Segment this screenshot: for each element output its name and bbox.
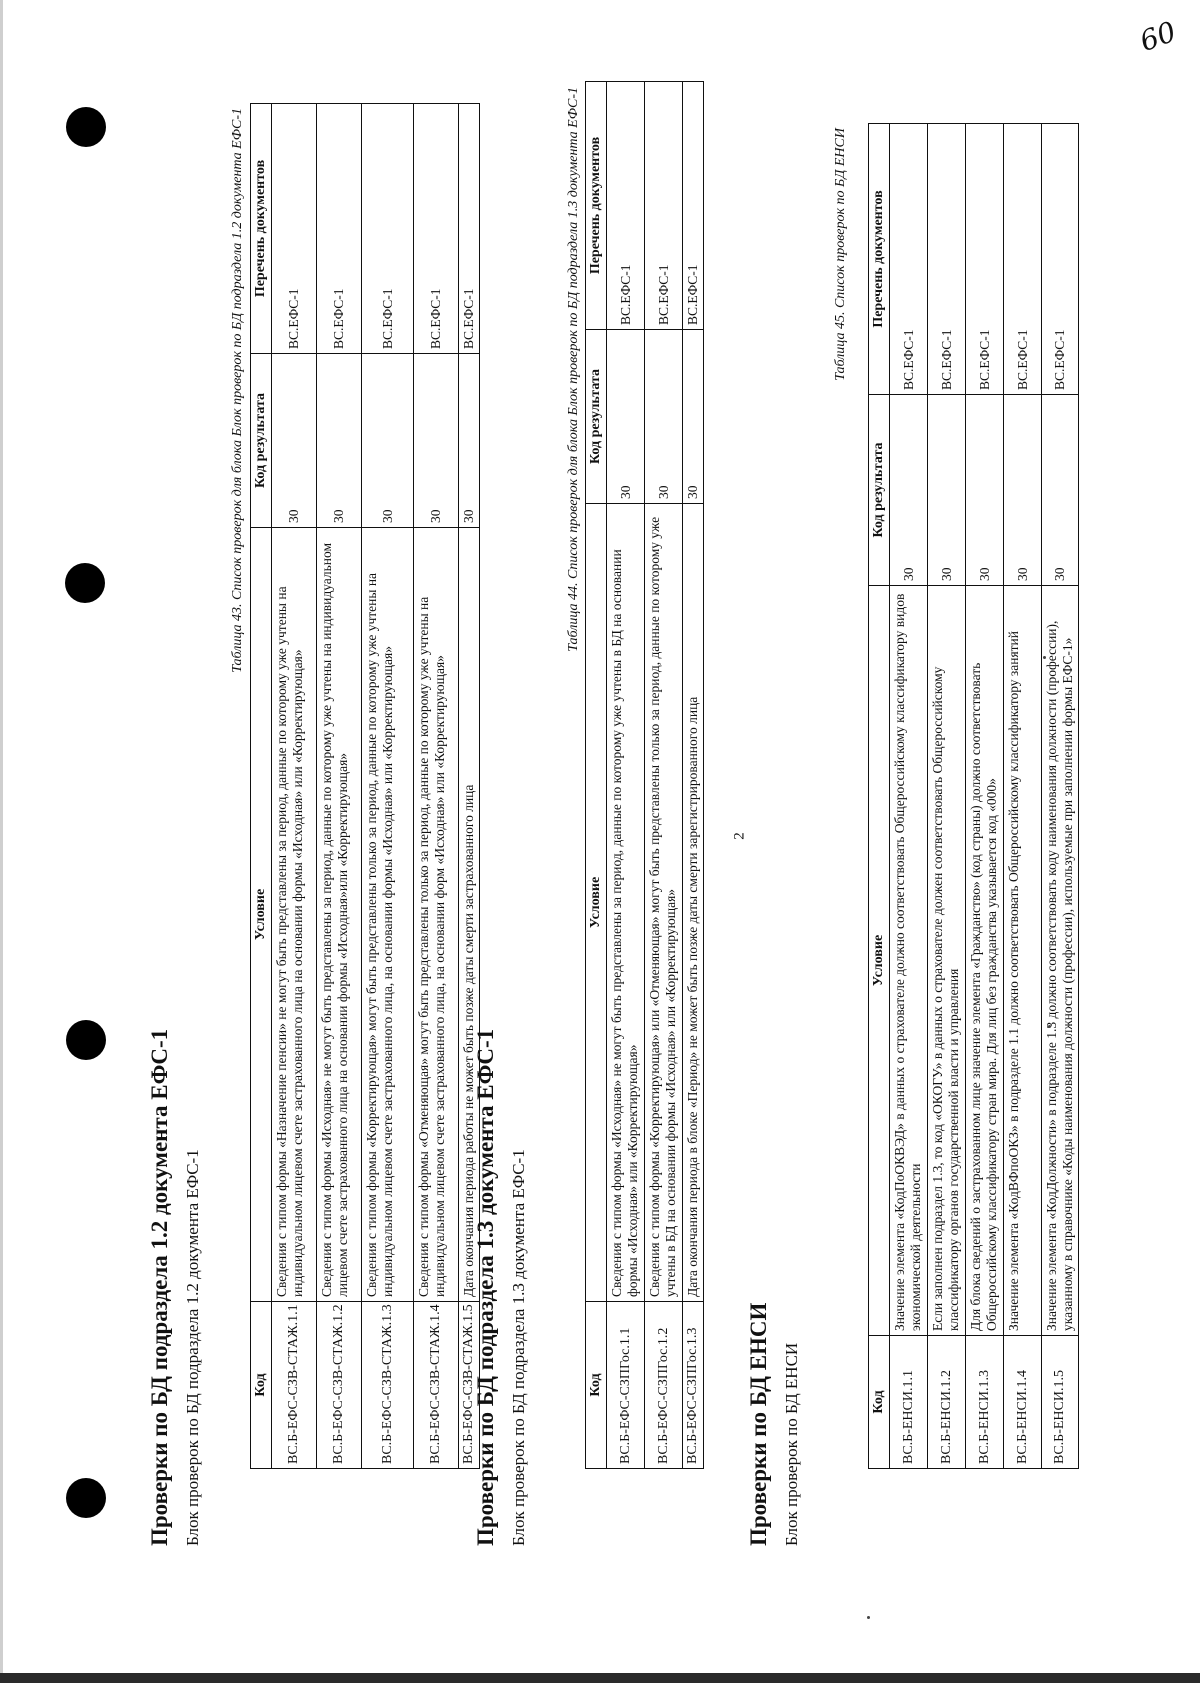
cell-result-code: 30: [966, 395, 1004, 586]
cell-code: ВС.Б-ЕНСИ.1.5: [1042, 1336, 1079, 1469]
header-condition: Условие: [586, 504, 607, 1302]
cell-condition: Значение элемента «КодПоОКВЭД» в данных о страхователе должно соответствовать Общероссийскому классификатору видов экономической деятельности: [890, 586, 928, 1336]
page-number: 2: [731, 832, 748, 840]
cell-result-code: 30: [1042, 395, 1079, 586]
header-result-code: Код результата: [251, 354, 272, 528]
section-title: Проверки по БД подраздела 1.2 документа ЕФС-1: [147, 1028, 172, 1546]
cell-condition: Сведения с типом формы «Исходная» не могут быть представлены за период, данные по которому уже учтены на индивидуальном лицевом счете застрахованного лица на основании формы «Исходная»или «Корректирующая»: [317, 528, 362, 1302]
header-documents: Перечень документов: [869, 124, 890, 395]
cell-documents: ВС.ЕФС-1: [1004, 124, 1042, 395]
section-1-heading: [146, 646, 204, 1546]
table-row: [362, 104, 414, 1469]
table-row: [317, 104, 362, 1469]
section-subtitle: Блок проверок по БД подраздела 1.2 документа ЕФС-1: [183, 1149, 202, 1546]
cell-code: ВС.Б-ЕФС-СЗВ-СТАЖ.1.2: [317, 1302, 362, 1469]
cell-condition: Сведения с типом формы «Корректирующая» или «Отменяющая» могут быть представлены только за период, данные по которому уже учтены в БД на основании формы «Исходная» или «Корректирующая»: [645, 504, 683, 1302]
table-row: [928, 124, 966, 1469]
cell-result-code: 30: [928, 395, 966, 586]
handwritten-page-mark: 60: [1135, 14, 1181, 59]
cell-code: ВС.Б-ЕФС-СЗПГос.1.3: [683, 1302, 704, 1469]
table-row: [683, 82, 704, 1469]
table-45: [868, 123, 1079, 1469]
cell-documents: ВС.ЕФС-1: [607, 82, 645, 330]
cell-documents: ВС.ЕФС-1: [414, 104, 459, 354]
header-result-code: Код результата: [586, 330, 607, 504]
cell-result-code: 30: [1004, 395, 1042, 586]
cell-code: ВС.Б-ЕФС-СЗВ-СТАЖ.1.4: [414, 1302, 459, 1469]
table-45-caption: Таблица 45. Список проверок по БД ЕНСИ: [833, 128, 848, 381]
header-code: Код: [869, 1336, 890, 1469]
cell-documents: ВС.ЕФС-1: [362, 104, 414, 354]
table-row: [272, 104, 317, 1469]
cell-documents: ВС.ЕФС-1: [317, 104, 362, 354]
cell-condition: Дата окончания периода работы не может быть позже даты смерти застрахованного лица: [459, 528, 480, 1302]
cell-result-code: 30: [645, 330, 683, 504]
table-header-row: [869, 124, 890, 1469]
section-subtitle: Блок проверок по БД подраздела 1.3 документа ЕФС-1: [509, 1149, 528, 1546]
cell-code: ВС.Б-ЕФС-СЗПГос.1.1: [607, 1302, 645, 1469]
cell-code: ВС.Б-ЕФС-СЗВ-СТАЖ.1.3: [362, 1302, 414, 1469]
cell-result-code: 30: [317, 354, 362, 528]
cell-documents: ВС.ЕФС-1: [645, 82, 683, 330]
table-row: [607, 82, 645, 1469]
cell-documents: ВС.ЕФС-1: [1042, 124, 1079, 395]
cell-code: ВС.Б-ЕНСИ.1.3: [966, 1336, 1004, 1469]
cell-result-code: 30: [683, 330, 704, 504]
cell-result-code: 30: [459, 354, 480, 528]
cell-condition: Сведения с типом формы «Корректирующая» могут быть представлены только за период, данные по которому уже учтены на индивидуальном лицевом счете застрахованного лица, на основании формы «Исходная» или «Корректирующая»: [362, 528, 414, 1302]
cell-code: ВС.Б-ЕФС-СЗВ-СТАЖ.1.1: [272, 1302, 317, 1469]
header-code: Код: [251, 1302, 272, 1469]
cell-code: ВС.Б-ЕНСИ.1.1: [890, 1336, 928, 1469]
cell-condition: Значение элемента «КодВФпоОКЗ» в подразделе 1.1 должно соответствовать Общероссийскому классификатору занятий: [1004, 586, 1042, 1336]
cell-result-code: 30: [272, 354, 317, 528]
header-condition: Условие: [869, 586, 890, 1336]
section-title: Проверки по БД подраздела 1.3 документа ЕФС-1: [473, 1028, 498, 1546]
table-row: [645, 82, 683, 1469]
table-row: [966, 124, 1004, 1469]
header-result-code: Код результата: [869, 395, 890, 586]
cell-condition: Для блока сведений о застрахованном лице значение элемента «Гражданство» (код страны) должно соответствовать Общероссийскому классификатору стран мира. Для лиц без гражданства указывается код «000»: [966, 586, 1004, 1336]
cell-code: ВС.Б-ЕНСИ.1.2: [928, 1336, 966, 1469]
cell-condition: Если заполнен подраздел 1.3, то код «ОКОГУ» в данных о страхователе должен соответствовать Общероссийскому классификатору органов государственной власти и управления: [928, 586, 966, 1336]
cell-result-code: 30: [362, 354, 414, 528]
table-44: [585, 81, 704, 1469]
cell-code: ВС.Б-ЕФС-СЗПГос.1.2: [645, 1302, 683, 1469]
cell-documents: ВС.ЕФС-1: [966, 124, 1004, 395]
cell-documents: ВС.ЕФС-1: [928, 124, 966, 395]
section-title: Проверки по БД ЕНСИ: [746, 1302, 771, 1546]
header-documents: Перечень документов: [586, 82, 607, 330]
cell-code: ВС.Б-ЕФС-СЗВ-СТАЖ.1.5: [459, 1302, 480, 1469]
table-row: [1004, 124, 1042, 1469]
cell-condition: Сведения с типом формы «Назначение пенсии» не могут быть представлены за период, данные по которому уже учтены на индивидуальном лицевом счете застрахованного лица на основании формы «Исходная» или «Корректирующая»: [272, 528, 317, 1302]
table-row: [1042, 124, 1079, 1469]
cell-documents: ВС.ЕФС-1: [459, 104, 480, 354]
table-44-caption: Таблица 44. Список проверок для блока Блок проверок по БД подраздела 1.3 документа ЕФС-1: [566, 87, 581, 652]
section-2-heading: [472, 646, 530, 1546]
table-43-caption: Таблица 43. Список проверок для блока Блок проверок по БД подраздела 1.2 документа ЕФС-1: [230, 108, 245, 673]
cell-result-code: 30: [414, 354, 459, 528]
cell-condition: Сведения с типом формы «Исходная» не могут быть представлены за период, данные по которому уже учтены в БД на основании формы «Исходная» или «Корректирующая»: [607, 504, 645, 1302]
cell-code: ВС.Б-ЕНСИ.1.4: [1004, 1336, 1042, 1469]
table-row: [414, 104, 459, 1469]
cell-condition: Значение элемента «КодДолжности» в подразделе 1.3 должно соответствовать коду наименования должности (профессии), указанному в справочнике «Коды наименования должности (профессии), используемые при заполнении формы ЕФС-1»: [1042, 586, 1079, 1336]
header-code: Код: [586, 1302, 607, 1469]
table-header-row: [586, 82, 607, 1469]
table-43: [250, 103, 480, 1469]
section-3-heading: [745, 646, 803, 1546]
cell-documents: ВС.ЕФС-1: [890, 124, 928, 395]
table-header-row: [251, 104, 272, 1469]
cell-documents: ВС.ЕФС-1: [272, 104, 317, 354]
table-row: [890, 124, 928, 1469]
cell-documents: ВС.ЕФС-1: [683, 82, 704, 330]
cell-condition: Дата окончания периода в блоке «Период» не может быть позже даты смерти зарегистрированного лица: [683, 504, 704, 1302]
cell-result-code: 30: [607, 330, 645, 504]
cell-condition: Сведения с типом формы «Отменяющая» могут быть представлены только за период, данные по которому уже учтены на индивидуальном лицевом счете застрахованного лица, на основании форм «Исходная» или «Корректирующая»: [414, 528, 459, 1302]
section-subtitle: Блок проверок по БД ЕНСИ: [782, 1342, 801, 1546]
cell-result-code: 30: [890, 395, 928, 586]
header-condition: Условие: [251, 528, 272, 1302]
header-documents: Перечень документов: [251, 104, 272, 354]
